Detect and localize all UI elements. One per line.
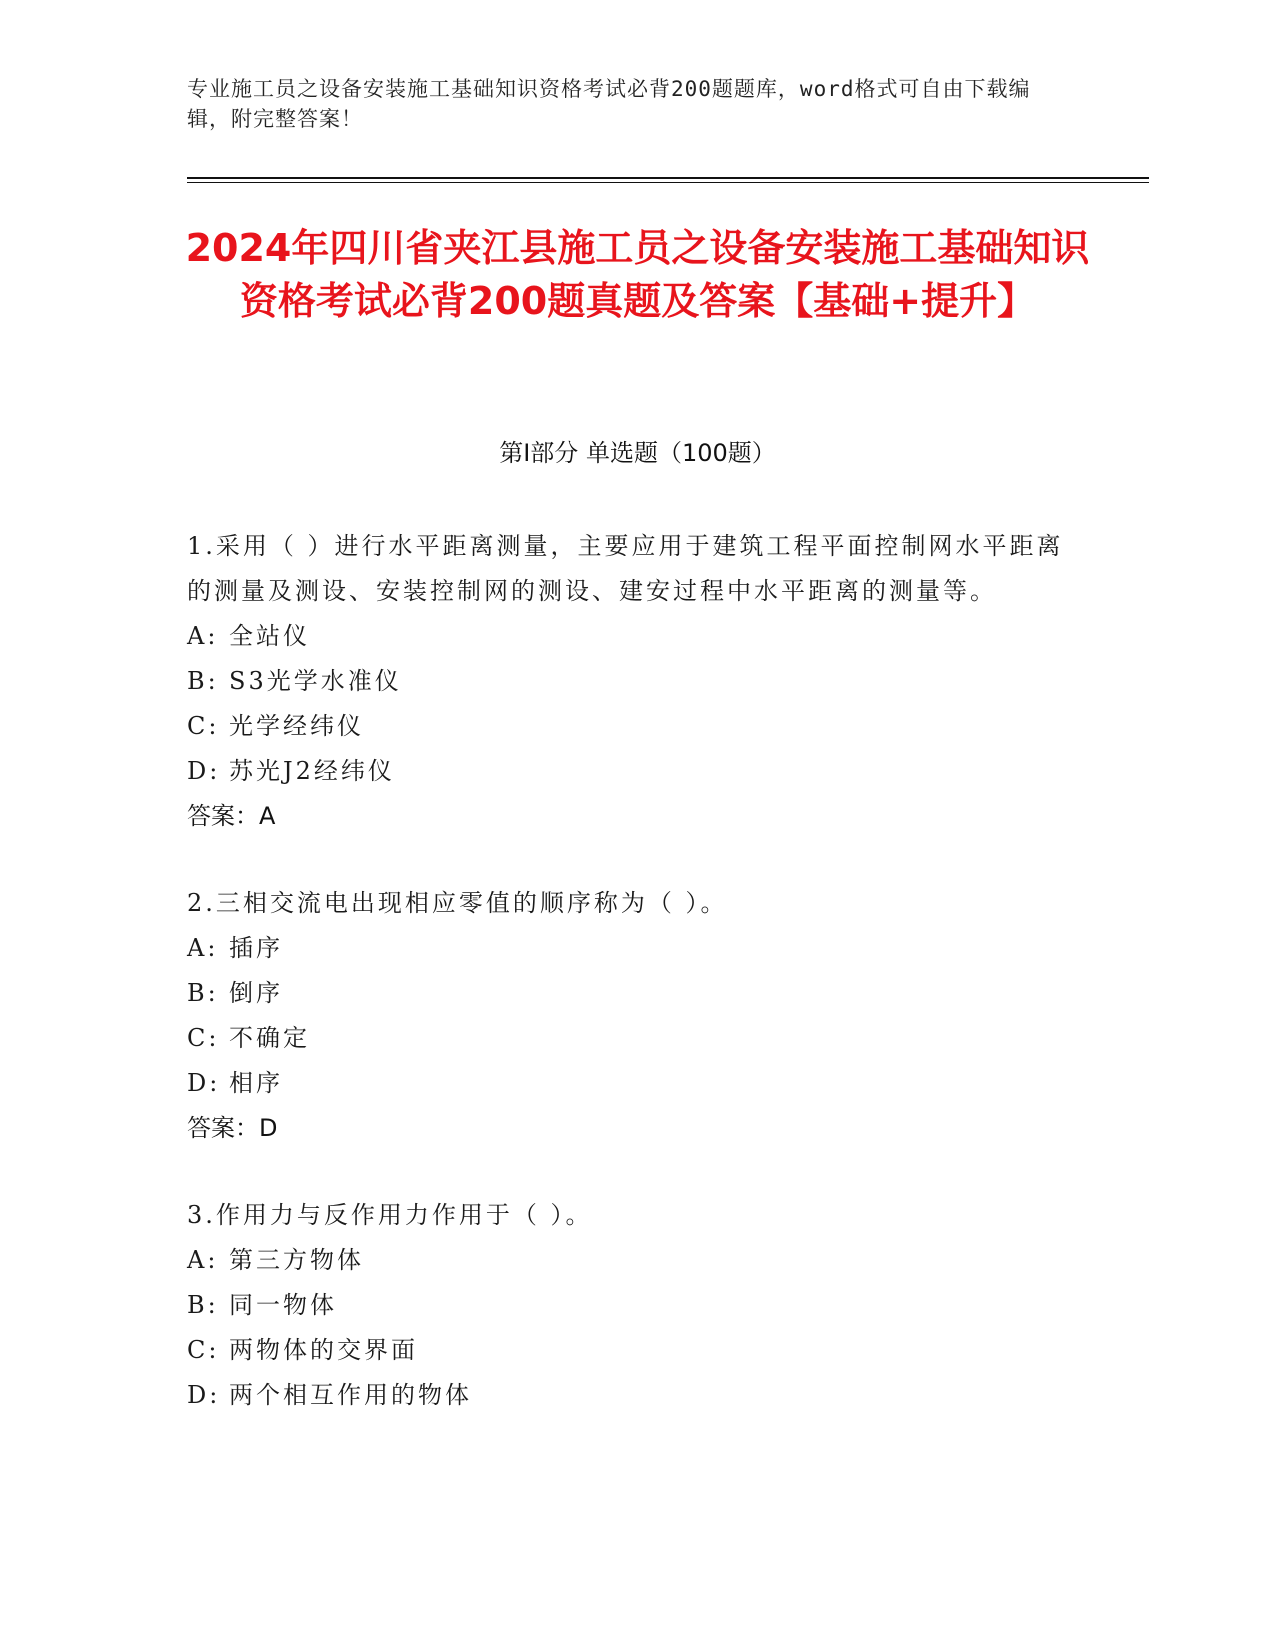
option-a bbox=[187, 614, 1077, 659]
option-letter: A: bbox=[187, 934, 219, 962]
option-letter: B: bbox=[187, 667, 219, 695]
option-text: 插序 bbox=[229, 934, 283, 962]
option-c bbox=[187, 704, 1077, 749]
option-b bbox=[187, 971, 1077, 1016]
question-stem: 1.采用（ ）进行水平距离测量，主要应用于建筑工程平面控制网水平距离的测量及测设、安装控制网的测设、建安过程中水平距离的测量等。 bbox=[187, 532, 1064, 605]
option-a bbox=[187, 926, 1077, 971]
option-letter: C: bbox=[187, 1336, 220, 1364]
question-item bbox=[187, 524, 1077, 839]
option-letter: A: bbox=[187, 622, 219, 650]
option-text: 全站仪 bbox=[229, 622, 310, 650]
option-text: 光学经纬仪 bbox=[229, 712, 364, 740]
option-letter: D: bbox=[187, 757, 221, 785]
option-letter: B: bbox=[187, 979, 219, 1007]
question-item bbox=[187, 1193, 1077, 1418]
option-d bbox=[187, 749, 1077, 794]
option-a bbox=[187, 1238, 1077, 1283]
section-heading: 第I部分 单选题（100题） bbox=[499, 439, 776, 467]
option-text: 第三方物体 bbox=[229, 1246, 364, 1274]
option-letter: C: bbox=[187, 712, 220, 740]
answer-line: 答案：A bbox=[187, 802, 276, 830]
option-letter: A: bbox=[187, 1246, 219, 1274]
header-divider-thick bbox=[187, 177, 1149, 179]
answer-line: 答案：D bbox=[187, 1114, 278, 1142]
option-c bbox=[187, 1328, 1077, 1373]
option-d bbox=[187, 1373, 1077, 1418]
document-title: 2024年四川省夹江县施工员之设备安装施工基础知识资格考试必背200题真题及答案【基础+提升】 bbox=[185, 226, 1090, 323]
question-list bbox=[187, 524, 1077, 1460]
option-text: S3光学水准仪 bbox=[229, 667, 402, 695]
option-d bbox=[187, 1061, 1077, 1106]
option-text: 两个相互作用的物体 bbox=[229, 1381, 472, 1409]
option-text: 不确定 bbox=[229, 1024, 310, 1052]
option-letter: B: bbox=[187, 1291, 219, 1319]
option-text: 苏光J2经纬仪 bbox=[229, 757, 395, 785]
header-divider-thin bbox=[187, 182, 1149, 183]
question-stem: 3.作用力与反作用力作用于（ ）。 bbox=[187, 1201, 593, 1229]
option-text: 倒序 bbox=[229, 979, 283, 1007]
option-b bbox=[187, 659, 1077, 704]
option-c bbox=[187, 1016, 1077, 1061]
question-stem: 2.三相交流电出现相应零值的顺序称为（ ）。 bbox=[187, 889, 728, 917]
question-item bbox=[187, 881, 1077, 1151]
option-text: 两物体的交界面 bbox=[229, 1336, 418, 1364]
option-text: 相序 bbox=[229, 1069, 283, 1097]
header-note: 专业施工员之设备安装施工基础知识资格考试必背200题题库，word格式可自由下载编辑，附完整答案！ bbox=[187, 77, 1031, 131]
option-letter: D: bbox=[187, 1069, 221, 1097]
option-b bbox=[187, 1283, 1077, 1328]
option-letter: D: bbox=[187, 1381, 221, 1409]
option-text: 同一物体 bbox=[229, 1291, 337, 1319]
option-letter: C: bbox=[187, 1024, 220, 1052]
